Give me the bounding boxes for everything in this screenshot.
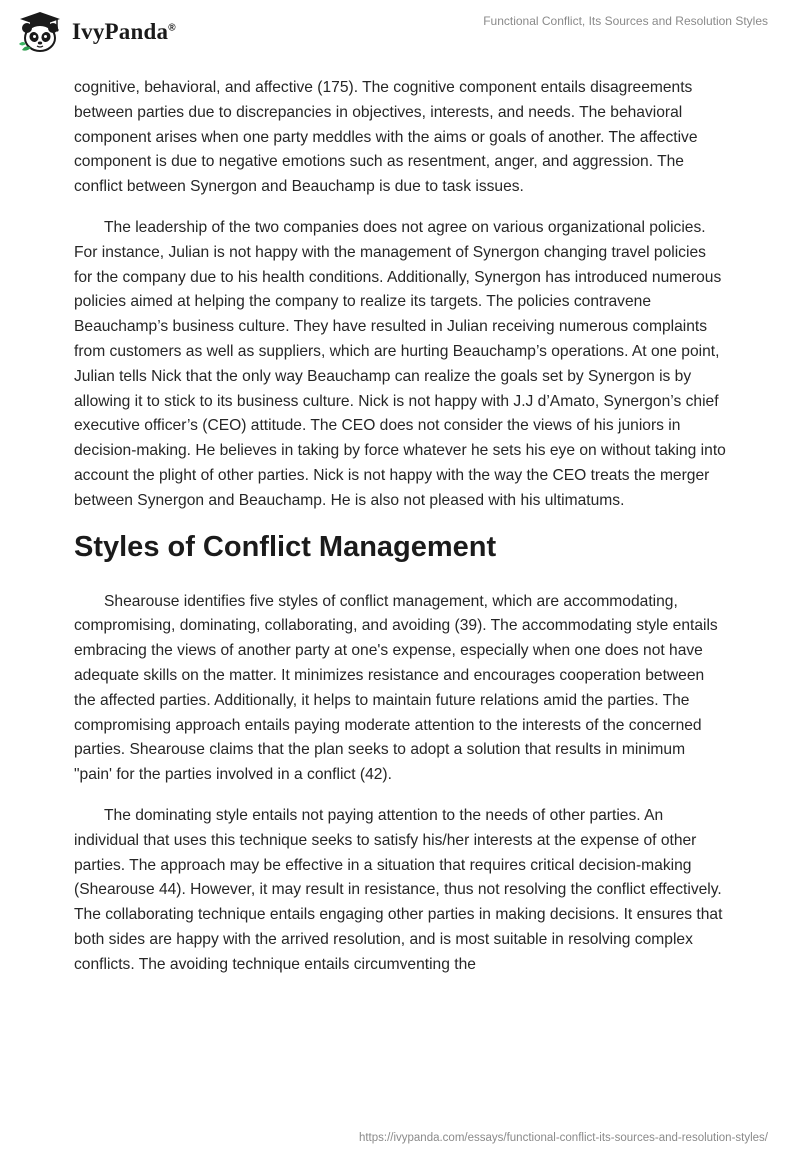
paragraph: cognitive, behavioral, and affective (175). The cognitive component entails disagreements between parties due to discrepancies in objectives, interests, and needs. The behavioral component arises when one party meddles with the aims or goals of another. The affective component is due to negative emotions such as resentment, anger, and aggression. The conflict between Synergon and Beauchamp is due to task issues. — [74, 79, 698, 196]
section-heading: Styles of Conflict Management — [74, 530, 497, 563]
essay-content — [74, 76, 726, 994]
footer-url[interactable]: https://ivypanda.com/essays/functional-conflict-its-sources-and-resolution-styles/ — [358, 1132, 768, 1144]
page-header — [0, 0, 800, 72]
paragraph: The dominating style entails not paying attention to the needs of other parties. An individual that uses this technique seeks to satisfy his/her interests at the expense of other parties. The approach may be effective in a situation that requires critical decision-making (Shearouse 44). However, it may result in resistance, thus not resolving the conflict effectively. The collaborating technique entails engaging other parties in making decisions. It ensures that both sides are happy with the arrived resolution, and is most suitable in resolving complex conflicts. The avoiding technique entails circumventing the — [74, 806, 723, 973]
panda-graduate-icon — [16, 8, 64, 56]
brand-name: IvyPanda® — [72, 19, 176, 44]
paragraph: The leadership of the two companies does not agree on various organizational policies. For instance, Julian is not happy with the management of Synergon changing travel policies for the company due to his health conditions. Additionally, Synergon has introduced numerous policies aimed at helping the company to realize its targets. The policies contravene Beauchamp’s business culture. They have resulted in Julian receiving numerous complaints from customers as well as suppliers, which are hurting Beauchamp’s operations. At one point, Julian tells Nick that the only way Beauchamp can realize the goals set by Synergon is by allowing it to stick to its business culture. Nick is not happy with J.J d’Amato, Synergon’s chief executive officer’s (CEO) attitude. The CEO does not consider the views of his juniors in decision-making. He believes in taking by force whatever he sets his eye on without taking into account the plight of other parties. Nick is not happy with the way the CEO treats the merger between Synergon and Beauchamp. He is also not pleased with his ultimatums. — [74, 218, 726, 509]
document-title: Functional Conflict, Its Sources and Resolution Styles — [483, 14, 768, 28]
paragraph: Shearouse identifies five styles of conflict management, which are accommodating, compromising, dominating, collaborating, and avoiding (39). The accommodating style entails embracing the views of another party at one's expense, especially when one does not have adequate skills on the matter. It minimizes resistance and encourages cooperation between the affected parties. Additionally, it helps to maintain future relations amid the parties. The compromising approach entails paying moderate attention to the interests of the concerned parties. Shearouse claims that the plan seeks to adopt a solution that results in minimum "pain' for the parties involved in a conflict (42). — [74, 592, 718, 784]
ivypanda-logo[interactable] — [16, 8, 176, 56]
